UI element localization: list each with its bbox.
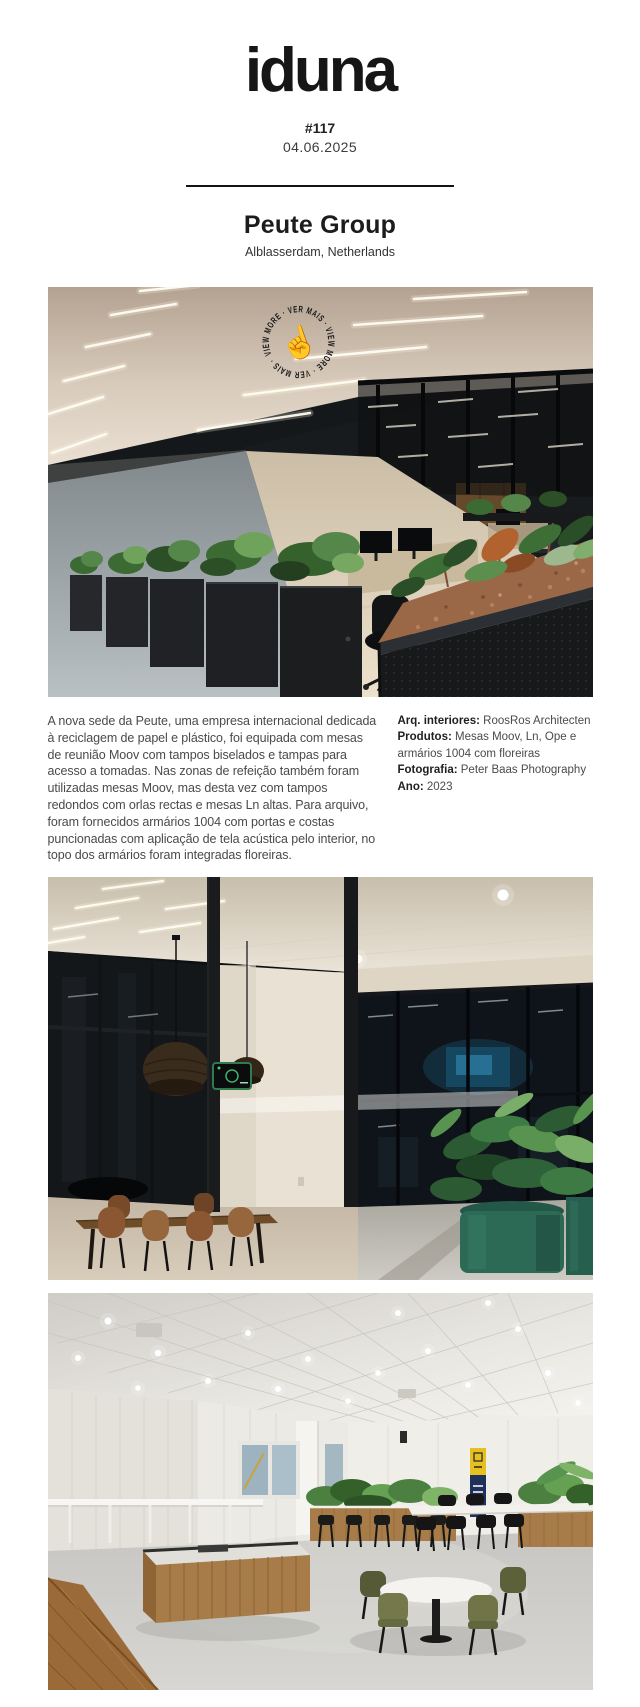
- project-photo-cafeteria[interactable]: [48, 1293, 593, 1690]
- ceiling-vent: [136, 1323, 162, 1337]
- glass-frame-post: [207, 877, 220, 1212]
- credit-value: 2023: [426, 780, 453, 793]
- credit-value: Mesas Moov, Ln, Ope e armários 1004 com floreiras: [397, 731, 577, 760]
- credit-label: Produtos:: [397, 731, 452, 744]
- credit-label: Arq. interiores:: [397, 715, 480, 727]
- article-paragraph: A nova sede da Peute, uma empresa internacional dedicada à reciclagem de papel e plástico, foi equipada com mesas de reunião Moov com tampos biselados e tampas para acesso a tomadas. Nas zonas de refeição também foram utilizadas mesas Moov, mas desta vez com tampos redondos com orlas rectas e mesas Ln altas. Para arquivo, foram fornecidos armários 1004 com portas e costas puncionadas com aplicação de tela acústica pelo interior, no topo dos armários foram integradas floreiras.: [47, 714, 377, 863]
- meeting-room-illustration: [48, 877, 593, 1280]
- divider-line: [186, 185, 454, 187]
- credit-value: RoosRos Architecten: [483, 715, 591, 727]
- glass-frame-post-2: [344, 877, 358, 1207]
- article-section: [48, 713, 593, 864]
- badge-ring-text: VIEW MORE · VER MAIS · VIEW MORE · VER MAIS ·: [259, 304, 337, 381]
- credit-row: [398, 779, 593, 795]
- credit-row: [398, 762, 593, 778]
- project-location: Alblasserdam, Netherlands: [244, 245, 396, 259]
- masthead: [0, 0, 640, 259]
- room-panel-tablet[interactable]: [213, 1063, 251, 1089]
- pointing-hand-icon: ☝: [274, 320, 322, 366]
- brand-logo[interactable]: iduna: [244, 36, 396, 105]
- credit-row: [398, 713, 593, 729]
- credit-row: [398, 729, 593, 762]
- view-more-badge[interactable]: [48, 301, 571, 383]
- credit-value: Peter Baas Photography: [460, 764, 587, 777]
- kitchen-island: [136, 1543, 320, 1641]
- project-title: Peute Group: [243, 211, 397, 239]
- ceiling-vent: [398, 1389, 416, 1398]
- credit-label: Fotografia:: [397, 764, 458, 777]
- cafeteria-illustration: [48, 1293, 593, 1690]
- issue-date: 04.06.2025: [282, 139, 358, 155]
- project-photo-office[interactable]: [48, 287, 593, 697]
- credits-block: [398, 713, 593, 864]
- credit-label: Ano:: [397, 780, 424, 793]
- project-photo-meeting-room[interactable]: [48, 877, 593, 1280]
- issue-number: #117: [304, 120, 336, 136]
